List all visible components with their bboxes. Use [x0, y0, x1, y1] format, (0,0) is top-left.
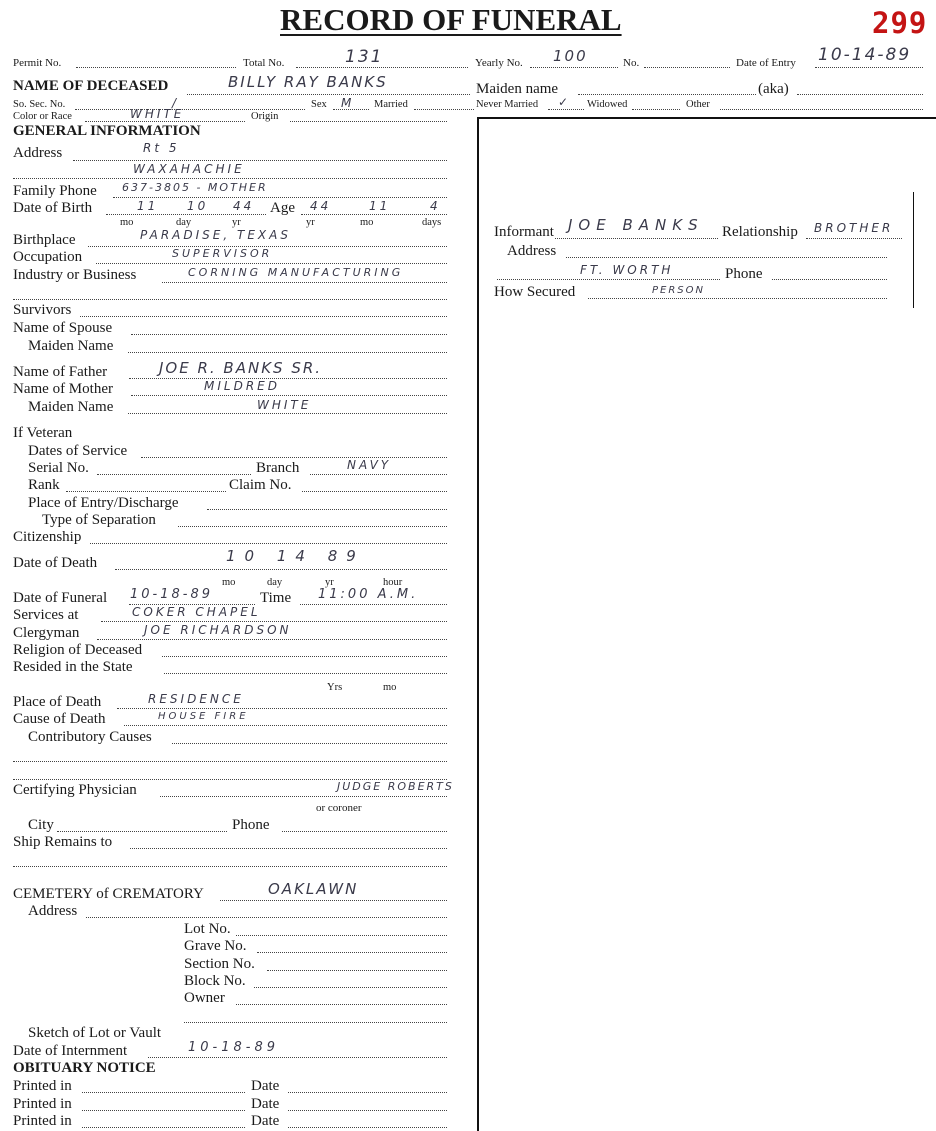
- never-married-label: Never Married: [476, 99, 539, 110]
- rank-label: Rank: [28, 477, 60, 493]
- services-value: COKER CHAPEL: [132, 605, 261, 619]
- industry-field-2[interactable]: [13, 299, 447, 300]
- yearly-value: 100: [553, 47, 588, 65]
- contributory-label: Contributory Causes: [28, 729, 152, 745]
- married-field[interactable]: [414, 109, 474, 110]
- services-label: Services at: [13, 607, 79, 623]
- industry-label: Industry or Business: [13, 267, 137, 283]
- obit-printed-1: Printed in: [13, 1078, 72, 1094]
- name-label: NAME OF DECEASED: [13, 78, 169, 94]
- lot-label: Lot No.: [184, 921, 231, 937]
- death-sub-hour: hour: [383, 577, 403, 588]
- informant-address-field[interactable]: [566, 257, 887, 258]
- mother-maiden-label: Maiden Name: [28, 399, 114, 415]
- lot-field[interactable]: [236, 935, 447, 936]
- address-value-1: Rt 5: [143, 141, 180, 155]
- name-value: BILLY RAY BANKS: [228, 73, 388, 91]
- ssn-field[interactable]: [75, 109, 305, 110]
- ssn-value: /: [172, 96, 180, 110]
- age-mo: 11: [369, 199, 391, 213]
- separation-label: Type of Separation: [42, 512, 156, 528]
- obit-date-1: Date: [251, 1078, 280, 1094]
- relationship-label: Relationship: [722, 224, 798, 240]
- origin-label: Origin: [251, 111, 279, 122]
- address-label: Address: [13, 145, 63, 161]
- resided-sub-yrs: Yrs: [327, 682, 343, 693]
- death-date-value: 10 14 89: [226, 547, 365, 565]
- obit-date-3: Date: [251, 1113, 280, 1129]
- dob-field[interactable]: [106, 214, 266, 215]
- sex-label: Sex: [311, 99, 327, 110]
- survivors-label: Survivors: [13, 302, 72, 318]
- separation-field[interactable]: [178, 526, 447, 527]
- obit-printed-field-1[interactable]: [82, 1092, 245, 1093]
- block-label: Block No.: [184, 973, 246, 989]
- age-sub-yr: yr: [306, 217, 315, 228]
- address-field-2[interactable]: [13, 178, 447, 179]
- mother-maiden-value: WHITE: [257, 398, 312, 412]
- age-yr: 44: [310, 199, 332, 213]
- religion-label: Religion of Deceased: [13, 642, 143, 658]
- color-label: Color or Race: [13, 111, 72, 122]
- phone-label: Family Phone: [13, 183, 97, 199]
- owner-field-2[interactable]: [184, 1022, 447, 1023]
- obit-printed-3: Printed in: [13, 1113, 72, 1129]
- religion-field[interactable]: [162, 656, 447, 657]
- mother-field[interactable]: [131, 395, 447, 396]
- time-label: Time: [260, 590, 292, 606]
- sex-value: M: [341, 96, 355, 110]
- informant-label: Informant: [494, 224, 554, 240]
- occupation-label: Occupation: [13, 249, 83, 265]
- death-sub-yr: yr: [325, 577, 334, 588]
- father-field[interactable]: [129, 378, 447, 379]
- physician-field[interactable]: [160, 796, 447, 797]
- branch-field[interactable]: [310, 474, 447, 475]
- block-field[interactable]: [254, 987, 447, 988]
- informant-phone-label: Phone: [725, 266, 763, 282]
- phone-value: 637-3805 - MOTHER: [122, 181, 268, 194]
- no-label: No.: [623, 57, 640, 69]
- obit-date-2: Date: [251, 1096, 280, 1112]
- death-place-label: Place of Death: [13, 694, 102, 710]
- birthplace-label: Birthplace: [13, 232, 76, 248]
- informant-address-label: Address: [507, 243, 557, 259]
- no-field[interactable]: [644, 67, 730, 68]
- resided-label: Resided in the State: [13, 659, 133, 675]
- internment-value: 10-18-89: [188, 1040, 280, 1055]
- general-heading: GENERAL INFORMATION: [13, 123, 201, 139]
- section-label: Section No.: [184, 956, 255, 972]
- owner-field[interactable]: [236, 1004, 447, 1005]
- cause-label: Cause of Death: [13, 711, 106, 727]
- death-date-label: Date of Death: [13, 555, 98, 571]
- ssn-label: So. Sec. No.: [13, 99, 66, 110]
- secured-value: PERSON: [652, 285, 705, 296]
- dob-sub-yr: yr: [232, 217, 241, 228]
- record-number: 299: [872, 6, 928, 40]
- serial-field[interactable]: [97, 474, 251, 475]
- grave-label: Grave No.: [184, 938, 247, 954]
- claim-label: Claim No.: [229, 477, 292, 493]
- death-date-field[interactable]: [115, 569, 447, 570]
- physician-value: JUDGE ROBERTS: [337, 780, 454, 793]
- veteran-label: If Veteran: [13, 425, 73, 441]
- name-field[interactable]: [187, 94, 470, 95]
- city-phone-field[interactable]: [282, 831, 447, 832]
- yearly-label: Yearly No.: [475, 57, 523, 69]
- married-label: Married: [374, 99, 408, 110]
- informant-address-field-2[interactable]: [497, 279, 720, 280]
- cause-field[interactable]: [124, 725, 447, 726]
- aka-field[interactable]: [797, 94, 923, 95]
- industry-value: CORNING MANUFACTURING: [188, 266, 404, 279]
- permit-field[interactable]: [76, 67, 236, 68]
- yearly-field[interactable]: [530, 67, 618, 68]
- obit-date-field-3[interactable]: [288, 1127, 447, 1128]
- widowed-field[interactable]: [632, 109, 680, 110]
- father-label: Name of Father: [13, 364, 108, 380]
- dob-sub-day: day: [176, 217, 192, 228]
- time-field[interactable]: [300, 604, 447, 605]
- branch-label: Branch: [256, 460, 300, 476]
- city-phone-label: Phone: [232, 817, 270, 833]
- obit-printed-field-3[interactable]: [82, 1127, 245, 1128]
- age-days: 4: [430, 199, 441, 213]
- dob-sub-mo: mo: [120, 217, 134, 228]
- survivors-field[interactable]: [80, 316, 447, 317]
- mother-value: MILDRED: [204, 379, 280, 393]
- occupation-value: SUPERVISOR: [172, 247, 273, 260]
- widowed-label: Widowed: [587, 99, 628, 110]
- obit-date-field-2[interactable]: [288, 1110, 447, 1111]
- owner-label: Owner: [184, 990, 225, 1006]
- informant-value: JOE BANKS: [568, 216, 704, 234]
- never-married-check: ✓: [558, 95, 572, 109]
- birthplace-value: PARADISE, TEXAS: [140, 228, 291, 242]
- death-place-value: RESIDENCE: [148, 692, 244, 706]
- cemetery-value: OAKLAWN: [268, 880, 359, 898]
- informant-box-right-border: [913, 192, 914, 308]
- color-value: WHITE: [130, 107, 185, 121]
- spouse-field[interactable]: [131, 334, 447, 335]
- mother-label: Name of Mother: [13, 381, 113, 397]
- total-value: 131: [345, 47, 384, 67]
- obit-printed-field-2[interactable]: [82, 1110, 245, 1111]
- service-dates-field[interactable]: [141, 457, 447, 458]
- address-field-1[interactable]: [73, 160, 447, 161]
- origin-field[interactable]: [290, 121, 447, 122]
- aka-label: (aka): [758, 81, 789, 97]
- age-label: Age: [270, 200, 295, 216]
- internment-field[interactable]: [148, 1057, 447, 1058]
- other-label: Other: [686, 99, 710, 110]
- mother-maiden-field[interactable]: [128, 413, 447, 414]
- secured-label: How Secured: [494, 284, 576, 300]
- entry-discharge-label: Place of Entry/Discharge: [28, 495, 179, 511]
- never-married-field[interactable]: [548, 109, 584, 110]
- section-field[interactable]: [267, 970, 447, 971]
- obit-date-field-1[interactable]: [288, 1092, 447, 1093]
- service-dates-label: Dates of Service: [28, 443, 128, 459]
- contributory-field-2[interactable]: [13, 761, 447, 762]
- spouse-maiden-label: Maiden Name: [28, 338, 114, 354]
- informant-address-value: FT. WORTH: [580, 263, 674, 277]
- dob-label: Date of Birth: [13, 200, 93, 216]
- entry-field[interactable]: [815, 67, 923, 68]
- city-label: City: [28, 817, 54, 833]
- cemetery-field[interactable]: [220, 900, 447, 901]
- cemetery-label: CEMETERY of CREMATORY: [13, 886, 204, 902]
- funeral-date-label: Date of Funeral: [13, 590, 108, 606]
- industry-field[interactable]: [162, 282, 447, 283]
- physician-label: Certifying Physician: [13, 782, 137, 798]
- clergyman-value: JOE RICHARDSON: [144, 623, 292, 637]
- rank-field[interactable]: [66, 491, 226, 492]
- age-field[interactable]: [301, 214, 447, 215]
- permit-label: Permit No.: [13, 57, 62, 69]
- city-field[interactable]: [57, 831, 227, 832]
- father-value: JOE R. BANKS SR.: [159, 359, 323, 377]
- contributory-field[interactable]: [172, 743, 447, 744]
- age-sub-mo: mo: [360, 217, 374, 228]
- dob-day: 10: [187, 199, 209, 213]
- ship-field[interactable]: [130, 848, 447, 849]
- entry-label: Date of Entry: [736, 57, 796, 69]
- right-panel-top-border: [477, 117, 936, 119]
- citizenship-field[interactable]: [90, 543, 447, 544]
- form-title: RECORD OF FUNERAL: [280, 2, 622, 37]
- resided-sub-mo: mo: [383, 682, 397, 693]
- total-field[interactable]: [296, 67, 468, 68]
- informant-field[interactable]: [555, 238, 718, 239]
- entry-value: 10-14-89: [818, 45, 912, 65]
- death-sub-day: day: [267, 577, 283, 588]
- maiden-label: Maiden name: [476, 81, 559, 97]
- death-place-field[interactable]: [117, 708, 447, 709]
- claim-field[interactable]: [302, 491, 447, 492]
- grave-field[interactable]: [257, 952, 447, 953]
- ship-field-2[interactable]: [13, 866, 447, 867]
- cemetery-address-field[interactable]: [86, 917, 447, 918]
- maiden-field[interactable]: [578, 94, 756, 95]
- clergyman-label: Clergyman: [13, 625, 80, 641]
- other-field[interactable]: [720, 109, 923, 110]
- cause-value: HOUSE FIRE: [158, 711, 249, 722]
- citizenship-label: Citizenship: [13, 529, 82, 545]
- cemetery-address-label: Address: [28, 903, 78, 919]
- occupation-field[interactable]: [96, 263, 447, 264]
- ship-label: Ship Remains to: [13, 834, 113, 850]
- clergyman-field[interactable]: [97, 639, 447, 640]
- spouse-label: Name of Spouse: [13, 320, 113, 336]
- relationship-field[interactable]: [806, 238, 902, 239]
- secured-field[interactable]: [588, 298, 887, 299]
- services-field[interactable]: [101, 621, 447, 622]
- branch-value: NAVY: [347, 458, 392, 472]
- sketch-label: Sketch of Lot or Vault: [28, 1025, 162, 1041]
- death-sub-mo: mo: [222, 577, 236, 588]
- dob-yr: 44: [233, 199, 255, 213]
- coroner-label: or coroner: [316, 802, 362, 814]
- total-label: Total No.: [243, 57, 285, 69]
- funeral-date-value: 10-18-89: [130, 587, 214, 602]
- internment-label: Date of Internment: [13, 1043, 128, 1059]
- relationship-value: BROTHER: [814, 221, 894, 235]
- color-field[interactable]: [85, 121, 245, 122]
- informant-phone-field[interactable]: [772, 279, 887, 280]
- serial-label: Serial No.: [28, 460, 89, 476]
- resided-field[interactable]: [164, 673, 447, 674]
- phone-field[interactable]: [113, 197, 447, 198]
- dob-mo: 11: [137, 199, 159, 213]
- obituary-heading: OBITUARY NOTICE: [13, 1060, 156, 1076]
- entry-discharge-field[interactable]: [207, 509, 447, 510]
- right-panel-left-border: [477, 117, 479, 1131]
- address-value-2: WAXAHACHIE: [133, 162, 245, 176]
- obit-printed-2: Printed in: [13, 1096, 72, 1112]
- spouse-maiden-field[interactable]: [128, 352, 447, 353]
- time-value: 11:00 A.M.: [318, 587, 419, 602]
- age-sub-days: days: [422, 217, 442, 228]
